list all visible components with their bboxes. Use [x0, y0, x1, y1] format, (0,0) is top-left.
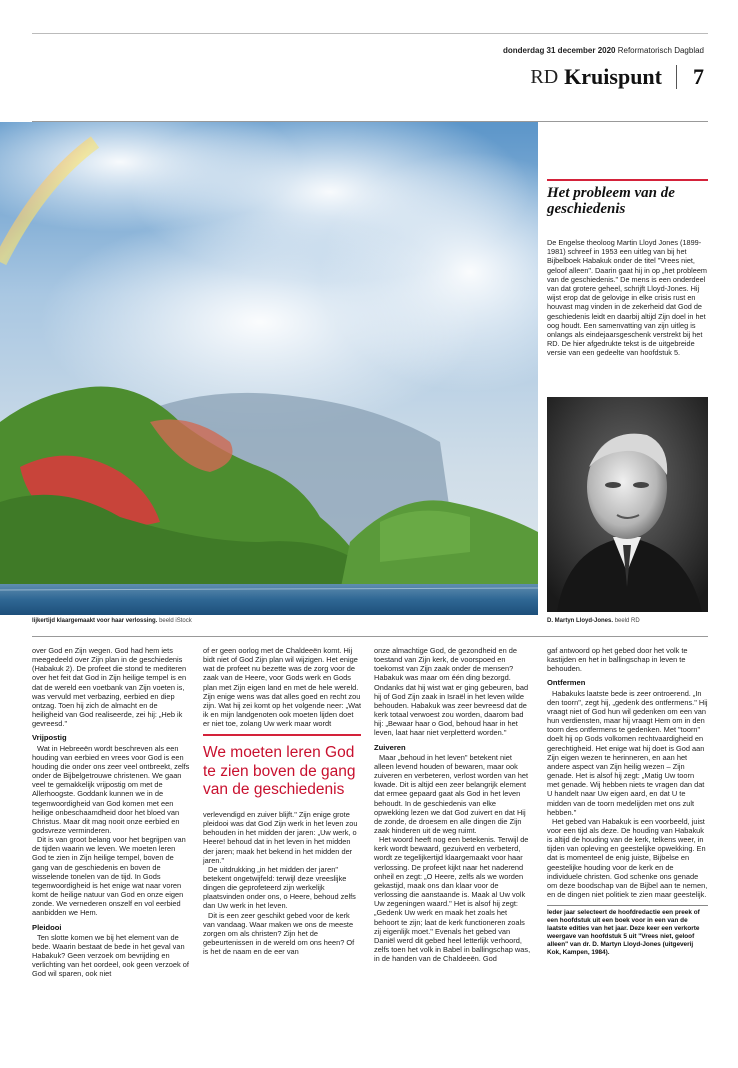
subheading-ontfermen: Ontfermen: [547, 678, 586, 688]
paragraph: onze almachtige God, de gezondheid en de toestand van Zijn kerk, de voorspoed en toekomst van Zijn zaak onder de mensen? Habakuk was maar om één ding bezorgd. Ondanks dat hij wist wat er ging gebeuren, bad hij of God Zijn zaak in Israël in het leven wilde behouden. Habakuk was zeer bevreesd dat de kerk totaal verwoest zou worden, daarom bad hij: „Bewaar haar o God, behoud haar in het leven, laat haar niet verpletterd worden.": [374, 646, 529, 738]
masthead: [530, 62, 704, 92]
paragraph: Dit is van groot belang voor het begrijpen van de tijden waarin we leven. We moeten leren God te zien in Zijn heilige tempel, boven de gang van de geschiedenis en boven de wisselende tonelen van de tijd. In Gods tegenwoordigheid is het enige wat naar voren komt de heilige natuur van God en onze eigen zonde. We vernederen onszelf en vol eerbied aanbidden we Hem.: [32, 835, 186, 918]
paragraph: gaf antwoord op het gebed door het volk te kastijden en het in ballingschap in leven te behouden.: [547, 646, 688, 674]
paragraph: Maar „behoud in het leven" betekent niet alleen levend houden of bewaren, maar ook zuiveren en verbeteren, verlost worden van het kwade. Dit is altijd een zeer belangrijk element dat ermee gepaard gaat als God in het leven behoudt. In de geschiedenis van elke opwekking lezen we dat God zuivert en dat Hij de zonde, de droesem en alle dingen die Zijn zaak hinderen uit de weg ruimt.: [374, 752, 529, 835]
pull-quote: We moeten leren God te zien boven de gang van de geschiedenis: [203, 744, 356, 799]
paragraph: Het gebed van Habakuk is een voorbeeld, juist voor een tijd als deze. De houding van Habakuk is altijd de houding van de kerk, telkens weer, in tijden van opleving en geestelijke opwekking. En dat is momenteel de enig juiste, Bijbelse en geestelijke houding voor de kerk en de individuele christen. God schenke ons genade om deze boodschap van de Bijbel aan te nemen, en de dingen niet politiek te zien maar geestelijk.: [547, 816, 708, 900]
section-title: Kruispunt: [564, 64, 662, 89]
brand-logo: RD: [530, 65, 559, 88]
article-column-4: [547, 646, 708, 957]
article-column-2: [203, 646, 361, 956]
editor-note-rule: [547, 905, 708, 906]
body-rule: [32, 636, 708, 637]
photo-credit: beeld iStock: [159, 618, 192, 624]
paragraph: Ten slotte komen we bij het element van de bede. Waarin bestaat de bede in het geval van Habakuk? Geen verzoek om bevrijding en verlichting van het oordeel, ook geen verzoek of God wil sparen, ook niet: [32, 932, 189, 979]
paragraph: Het woord heeft nog een betekenis. Terwijl de kerk wordt bewaard, gezuiverd en verbeterd, wordt ze tegelijkertijd klaargemaakt voor haar verlossing. De profeet kijkt naar het naderend onheil en zegt: „O Heere, zelfs als we worden gekastijd, maak ons dan klaar voor de verlossing die aanstaande is. Maak al Uw volk Uw zegeningen waard." Het is alsof hij zegt: „Gedenk Uw werk en maak het zoals het behoort te zijn; laat de kerk functioneren zoals zij eigenlijk moet." Evenals het gebed van Daniël werd dit gebed heel letterlijk verhoord, zelfs toen het volk in Babel in ballingschap was, in de handen van de Chaldeeën. God: [374, 835, 531, 964]
masthead-divider: [676, 65, 677, 89]
paragraph: of er geen oorlog met de Chaldeeën komt. Hij bidt niet of God Zijn plan wil wijzigen. Het enige wat de profeet nu bezette was de zorg voor de zaak van de Heere, voor Gods werk en Gods plan met Zijn eigen land en met de hele wereld. Zijn enige wens was dat alles goed en recht zou zijn. Wat hij zei komt op het volgende neer: „Wat ik en mijn landgenoten ook moeten lijden doet er niet toe, zolang Uw werk maar wordt: [203, 646, 362, 729]
paragraph: verlevendigd en zuiver blijft." Zijn enige grote pleidooi was dat God Zijn werk in het leven zou behouden in het midden der jaren: „Uw werk, o Heere! behoud dat in het leven in het midden der jaren; maak het bekend in het midden der jaren.": [203, 809, 358, 865]
subheading-zuiveren: Zuiveren: [374, 742, 406, 752]
editor-note: Ieder jaar selecteert de hoofdredactie een preek of een hoofdstuk uit een boek voor in een van de laatste edities van het jaar. Deze keer een verkorte weergave van hoofdstuk 5 uit "Vrees niet, geloof alleen" van dr. D. Martyn Lloyd-Jones (uitgeverij Kok, Kampen, 1984).: [547, 909, 700, 957]
subheading-pleidooi: Pleidooi: [32, 922, 62, 932]
pull-quote-rule: [203, 734, 361, 736]
sidebar-text: De Engelse theoloog Martin Lloyd Jones (1899-1981) schreef in 1953 een uitleg van bij het Bijbelboek Habakuk onder de titel "Vrees niet, geloof alleen". Daarin gaat hij in op „het probleem van de geschiedenis." De mens is een onderdeel van dat grotere geheel, schrijft Lloyd-Jones. Hij wijst erop dat de gelovige in elke crisis rust en houvast mag vinden in de zekerheid dat God de geschiedenis leidt en daarbij altijd Zijn doel in het oog houdt. Een samenvatting van zijn uitleg is onlangs als eindejaarsgeschenk verstrekt bij het RD. De hier afgedrukte tekst is de uitgebreide versie van een gedeelte van hoofdstuk 5.: [547, 238, 707, 358]
paragraph: De uitdrukking „in het midden der jaren" betekent ongetwijfeld: terwijl deze vreeslijke dingen die geprofeteerd zijn werkelijk plaatsvinden onder ons, o Heere, behoud zelfs dan Uw werk in het leven.: [203, 864, 356, 911]
paragraph: Habakuks laatste bede is zeer ontroerend. „In den toorn", zegt hij, „gedenk des ontfermens." Hij vraagt niet of God hun wil gedenken om een van hun verdiensten, maar hij vraagt Hem om in den toorn des ontfermens te gedenken. Met "toorn" doelt hij op Gods volkomen rechtvaardigheid en gerechtigheid. Het enige wat hij doet is God aan Zijn eigen wezen te herinneren, en aan het andere aspect van Zijn heilig wezen – Zijn genade. Het is alsof hij zegt: „Matig Uw toorn met genade. Wij hebben niets te vragen dan dat U handelt naar Uw eigen aard, en dat U te midden van de toorn medelijden met ons zult hebben.": [547, 688, 708, 817]
photo-caption-text: lijkertijd klaargemaakt voor haar verlossing.: [32, 618, 158, 624]
landscape-photo: [0, 122, 538, 615]
sidebar-rule: [547, 179, 708, 181]
paragraph: Wat in Hebreeën wordt beschreven als een houding van eerbied en vrees voor God is een houding die onder ons zeer veel ontbreekt, zelfs onder de Bijbelgetrouwe christenen. We gaan veel te gemakkelijk vrijpostig om met de Allerhoogste. Goddank kunnen we in de tegenwoordigheid van God komen met een heilige onbeschaamdheid door het bloed van Christus. Maar dit mag nooit onze eerbied en godsvreze verminderen.: [32, 743, 190, 835]
dateline: [503, 46, 704, 55]
top-rule: [32, 33, 708, 34]
photo-caption: [32, 618, 192, 624]
portrait-caption-text: D. Martyn Lloyd-Jones.: [547, 618, 614, 624]
portrait-photo: [547, 397, 708, 612]
article-column-3: [374, 646, 532, 963]
issue-date: donderdag 31 december 2020: [503, 46, 616, 55]
page-number: 7: [693, 64, 704, 89]
portrait-caption: [547, 618, 640, 624]
paper-name: Reformatorisch Dagblad: [617, 46, 704, 55]
portrait-credit: beeld RD: [614, 618, 640, 624]
paragraph: over God en Zijn wegen. God had hem iets meegedeeld over Zijn plan in de geschiedenis (Habakuk 2). De profeet die stond te mediteren over het feit dat God in Zijn heilige tempel is en dat de wereld een voetbank van Zijn voeten is, was vervuld met verbazing, eerbied en diep ontzag. Toen hij zich de almacht en de heiligheid van God realiseerde, zei hij: „Heb ik gevreesd.": [32, 646, 187, 729]
sidebar-title: Het probleem van de geschiedenis: [547, 185, 675, 217]
paragraph: Dit is een zeer geschikt gebed voor de kerk van vandaag. Waar maken we ons de meeste zorgen om als christen? Zijn het de gebeurtenissen in de wereld om ons heen? Of is het de naam en de eer van: [203, 910, 355, 957]
subheading-vrijpostig: Vrijpostig: [32, 733, 67, 743]
article-column-1: [32, 646, 190, 978]
